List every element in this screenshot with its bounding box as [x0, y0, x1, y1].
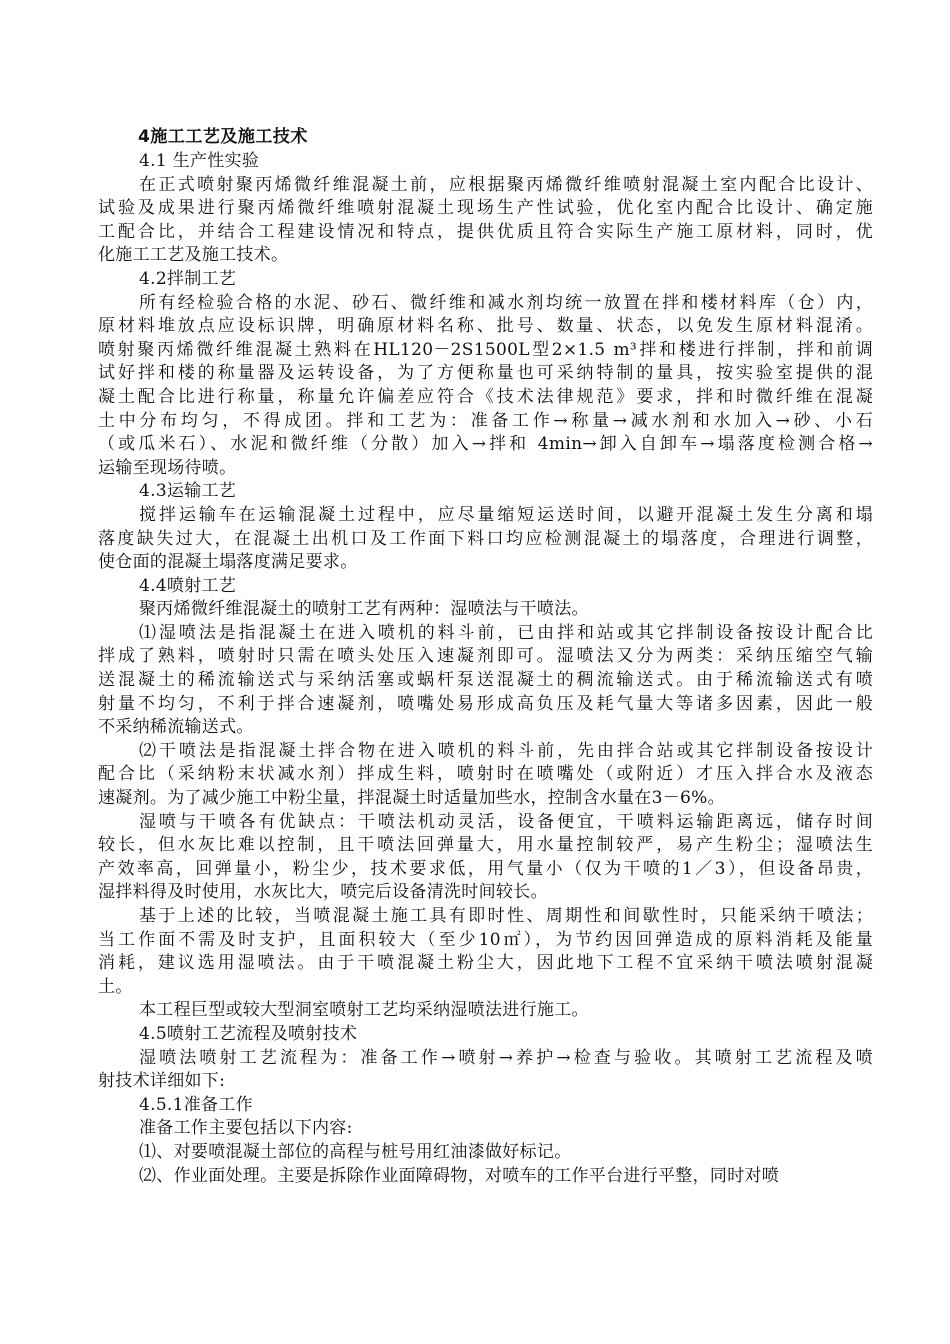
document-page — [98, 124, 873, 1188]
paragraph-4-5-1 — [98, 1117, 873, 1141]
text-line: ⑵干喷法是指混凝土拌合物在进入喷机的料斗前，先由拌合站或其它拌制设备按设计 — [139, 740, 873, 761]
section-heading-4-4: 4.4喷射工艺 — [139, 575, 237, 596]
text-line: 当工作面不需及时支护，且面积较大（至少10㎡），为节约因回弹造成的原料消耗及能量 — [98, 929, 873, 950]
text-line: ⑴湿喷法是指混凝土在进入喷机的料斗前，已由拌和站或其它拌制设备按设计配合比 — [139, 622, 873, 643]
text-line: 所有经检验合格的水泥、砂石、微纤维和减水剂均统一放置在拌和楼材料库（仓）内， — [139, 292, 873, 313]
text-line: 射技术详细如下: — [98, 1071, 226, 1092]
text-line: 速凝剂。为了减少施工中粉尘量，拌混凝土时适量加些水，控制含水量在3－6%。 — [98, 788, 725, 809]
text-line: 试验及成果进行聚丙烯微纤维喷射混凝土现场生产性试验，优化室内配合比设计、确定施 — [98, 198, 873, 219]
text-line: 原材料堆放点应设标识牌，明确原材料名称、批号、数量、状态，以免发生原材料混淆。 — [98, 316, 873, 337]
text-line: 喷射聚丙烯微纤维混凝土熟料在HL120－2S1500L型2×1.5 m³拌和楼进行拌制，拌和前调 — [98, 339, 873, 360]
paragraph-4-4-comparison — [98, 811, 873, 905]
text-line: 运输至现场待喷。 — [98, 457, 237, 478]
text-line: 落度缺失过大，在混凝土出机口及工作面下料口均应检测混凝土的塌落度，合理进行调整， — [98, 528, 873, 549]
text-line: 化施工工艺及施工技术。 — [98, 245, 289, 266]
section-heading-4-2: 4.2拌制工艺 — [139, 268, 237, 289]
text-line: 聚丙烯微纤维混凝土的喷射工艺有两种：湿喷法与干喷法。 — [139, 599, 589, 620]
section-heading-4-3: 4.3运输工艺 — [139, 481, 237, 502]
paragraph-4-2 — [98, 292, 873, 481]
text-line: 试好拌和楼的称量器及运转设备，为了方便称量也可采纳特制的量具，按实验室提供的混 — [98, 363, 873, 384]
text-line: 基于上述的比较，当喷混凝土施工具有即时性、周期性和间歇性时，只能采纳干喷法； — [139, 906, 873, 926]
text-line: 配合比（采纳粉末状减水剂）拌成生料，喷射时在喷嘴处（或附近）才压入拌合水及液态 — [98, 764, 873, 785]
text-line: （或瓜米石）、水泥和微纤维（分散）加入→拌和 4min→卸入自卸车→塌落度检测合格→ — [98, 434, 873, 455]
text-line: 准备工作主要包括以下内容: — [139, 1118, 353, 1139]
text-line: 湿喷与干喷各有优缺点：干喷法机动灵活，设备便宜，干喷料运输距离远，储存时间 — [139, 811, 873, 832]
text-line: 在正式喷射聚丙烯微纤维混凝土前，应根据聚丙烯微纤维喷射混凝土室内配合比设计、 — [139, 174, 873, 195]
paragraph-4-4-conclusion — [98, 905, 873, 999]
paragraph-4-4-dry-spray — [98, 740, 873, 811]
paragraph-4-1 — [98, 174, 873, 268]
chapter-title: 4施工工艺及施工技术 — [138, 127, 308, 147]
section-heading-4-1: 4.1 生产性实验 — [139, 151, 260, 171]
text-line: 较长，但水灰比难以控制，且干喷法回弹量大，用水量控制较严，易产生粉尘；湿喷法生 — [98, 835, 873, 856]
list-item-2: ⑵、作业面处理。主要是拆除作业面障碍物，对喷车的工作平台进行平整，同时对喷 — [139, 1165, 780, 1186]
text-line: 拌成了熟料，喷射时只需在喷头处压入速凝剂即可。湿喷法又分为两类：采纳压缩空气输 — [98, 646, 873, 667]
paragraph-4-4-project — [98, 999, 873, 1023]
text-line: 湿喷法喷射工艺流程为：准备工作→喷射→养护→检查与验收。其喷射工艺流程及喷 — [139, 1047, 873, 1068]
text-line: 消耗，建议选用湿喷法。由于干喷混凝土粉尘大，因此地下工程不宜采纳干喷法喷射混凝 — [98, 953, 873, 974]
paragraph-4-5 — [98, 1047, 873, 1094]
text-line: 土。 — [98, 976, 133, 997]
text-line: 工配合比，并结合工程建设情况和特点，提供优质且符合实际生产施工原材料，同时，优 — [98, 221, 873, 242]
text-line: 产效率高，回弹量小，粉尘少，技术要求低，用气量小（仅为干喷的1／3），但设备昂贵， — [98, 858, 873, 879]
paragraph-4-4-intro — [98, 598, 873, 622]
text-line: 土中分布均匀，不得成团。拌和工艺为：准备工作→称量→减水剂和水加入→砂、小石 — [98, 410, 873, 431]
section-heading-4-5: 4.5喷射工艺流程及喷射技术 — [139, 1023, 358, 1044]
paragraph-4-4-wet-spray — [98, 622, 873, 740]
text-line: 湿拌料得及时使用，水灰比大，喷完后设备清洗时间较长。 — [98, 882, 548, 903]
text-line: 射量不均匀，不利于拌合速凝剂，喷嘴处易形成高负压及耗气量大等诸多因素，因此一般 — [98, 693, 873, 714]
text-line: 不采纳稀流输送式。 — [98, 717, 254, 738]
text-line: 凝土配合比进行称量，称量允许偏差应符合《技术法律规范》要求，拌和时微纤维在混凝 — [98, 386, 873, 407]
text-line: 本工程巨型或较大型洞室喷射工艺均采纳湿喷法进行施工。 — [139, 1000, 589, 1021]
text-line: 送混凝土的稀流输送式与采纳活塞或蜗杆泵送混凝土的稠流输送式。由于稀流输送式有喷 — [98, 670, 873, 691]
list-item-1: ⑴、对要喷混凝土部位的高程与桩号用红油漆做好标记。 — [139, 1141, 572, 1162]
text-line: 使仓面的混凝土塌落度满足要求。 — [98, 552, 358, 573]
paragraph-4-3 — [98, 504, 873, 575]
text-line: 搅拌运输车在运输混凝土过程中，应尽量缩短运送时间，以避开混凝土发生分离和塌 — [139, 504, 873, 525]
section-heading-4-5-1: 4.5.1准备工作 — [139, 1094, 253, 1115]
